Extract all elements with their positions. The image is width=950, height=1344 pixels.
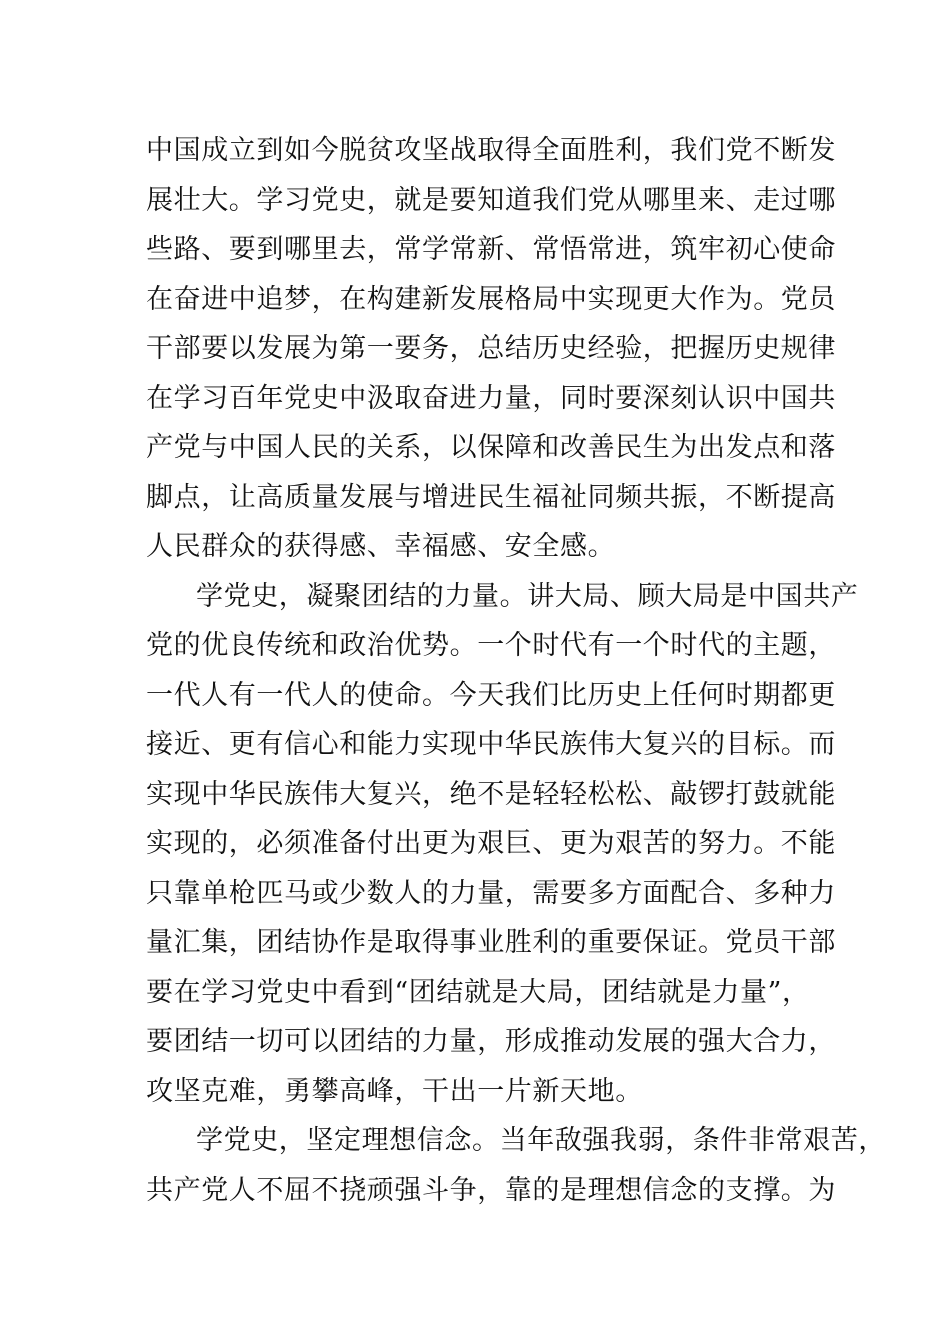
paragraph-3-first-line: 学党史，坚定理想信念。当年敌强我弱，条件非常艰苦，	[196, 1125, 886, 1156]
paragraph-2-line: 实现的，必须准备付出更为艰巨、更为艰苦的努力。不能	[146, 828, 836, 859]
paragraph-1-line: 人民群众的获得感、幸福感、安全感。	[146, 531, 616, 562]
paragraph-1-line: 产党与中国人民的关系，以保障和改善民生为出发点和落	[146, 432, 836, 463]
paragraph-2-line: 接近、更有信心和能力实现中华民族伟大复兴的目标。而	[146, 729, 836, 760]
paragraph-2-first-line: 学党史，凝聚团结的力量。讲大局、顾大局是中国共产	[196, 580, 859, 612]
paragraph-2-line: 要团结一切可以团结的力量，形成推动发展的强大合力，	[146, 1026, 836, 1057]
paragraph-2-line: 实现中华民族伟大复兴，绝不是轻轻松松、敲锣打鼓就能	[146, 778, 836, 810]
paragraph-2-line: 量汇集，团结协作是取得事业胜利的重要保证。党员干部	[146, 927, 836, 958]
paragraph-1-line: 中国成立到如今脱贫攻坚战取得全面胜利，我们党不断发	[146, 135, 836, 166]
paragraph-1-line: 展壮大。学习党史，就是要知道我们党从哪里来、走过哪	[146, 184, 836, 216]
paragraph-2-line: 只靠单枪匹马或少数人的力量，需要多方面配合、多种力	[146, 877, 836, 909]
paragraph-2-line: 攻坚克难，勇攀高峰，干出一片新天地。	[146, 1075, 643, 1107]
paragraph-2-line: 要在学习党史中看到“团结就是大局，团结就是力量”，	[146, 976, 810, 1008]
paragraph-1-line: 脚点，让高质量发展与增进民生福祉同频共振，不断提高	[146, 481, 836, 513]
paragraph-1-line: 在奋进中追梦，在构建新发展格局中实现更大作为。党员	[146, 283, 836, 315]
paragraph-2-line: 一代人有一代人的使命。今天我们比历史上任何时期都更	[146, 679, 836, 711]
paragraph-3-line: 共产党人不屈不挠顽强斗争，靠的是理想信念的支撑。为	[146, 1174, 836, 1206]
paragraph-1-line: 干部要以发展为第一要务，总结历史经验，把握历史规律	[146, 333, 836, 364]
paragraph-1-line: 些路、要到哪里去，常学常新、常悟常进，筑牢初心使命	[146, 234, 836, 265]
paragraph-1-line: 在学习百年党史中汲取奋进力量，同时要深刻认识中国共	[146, 382, 836, 414]
paragraph-2-line: 党的优良传统和政治优势。一个时代有一个时代的主题，	[146, 630, 836, 661]
body-text	[146, 126, 886, 1215]
